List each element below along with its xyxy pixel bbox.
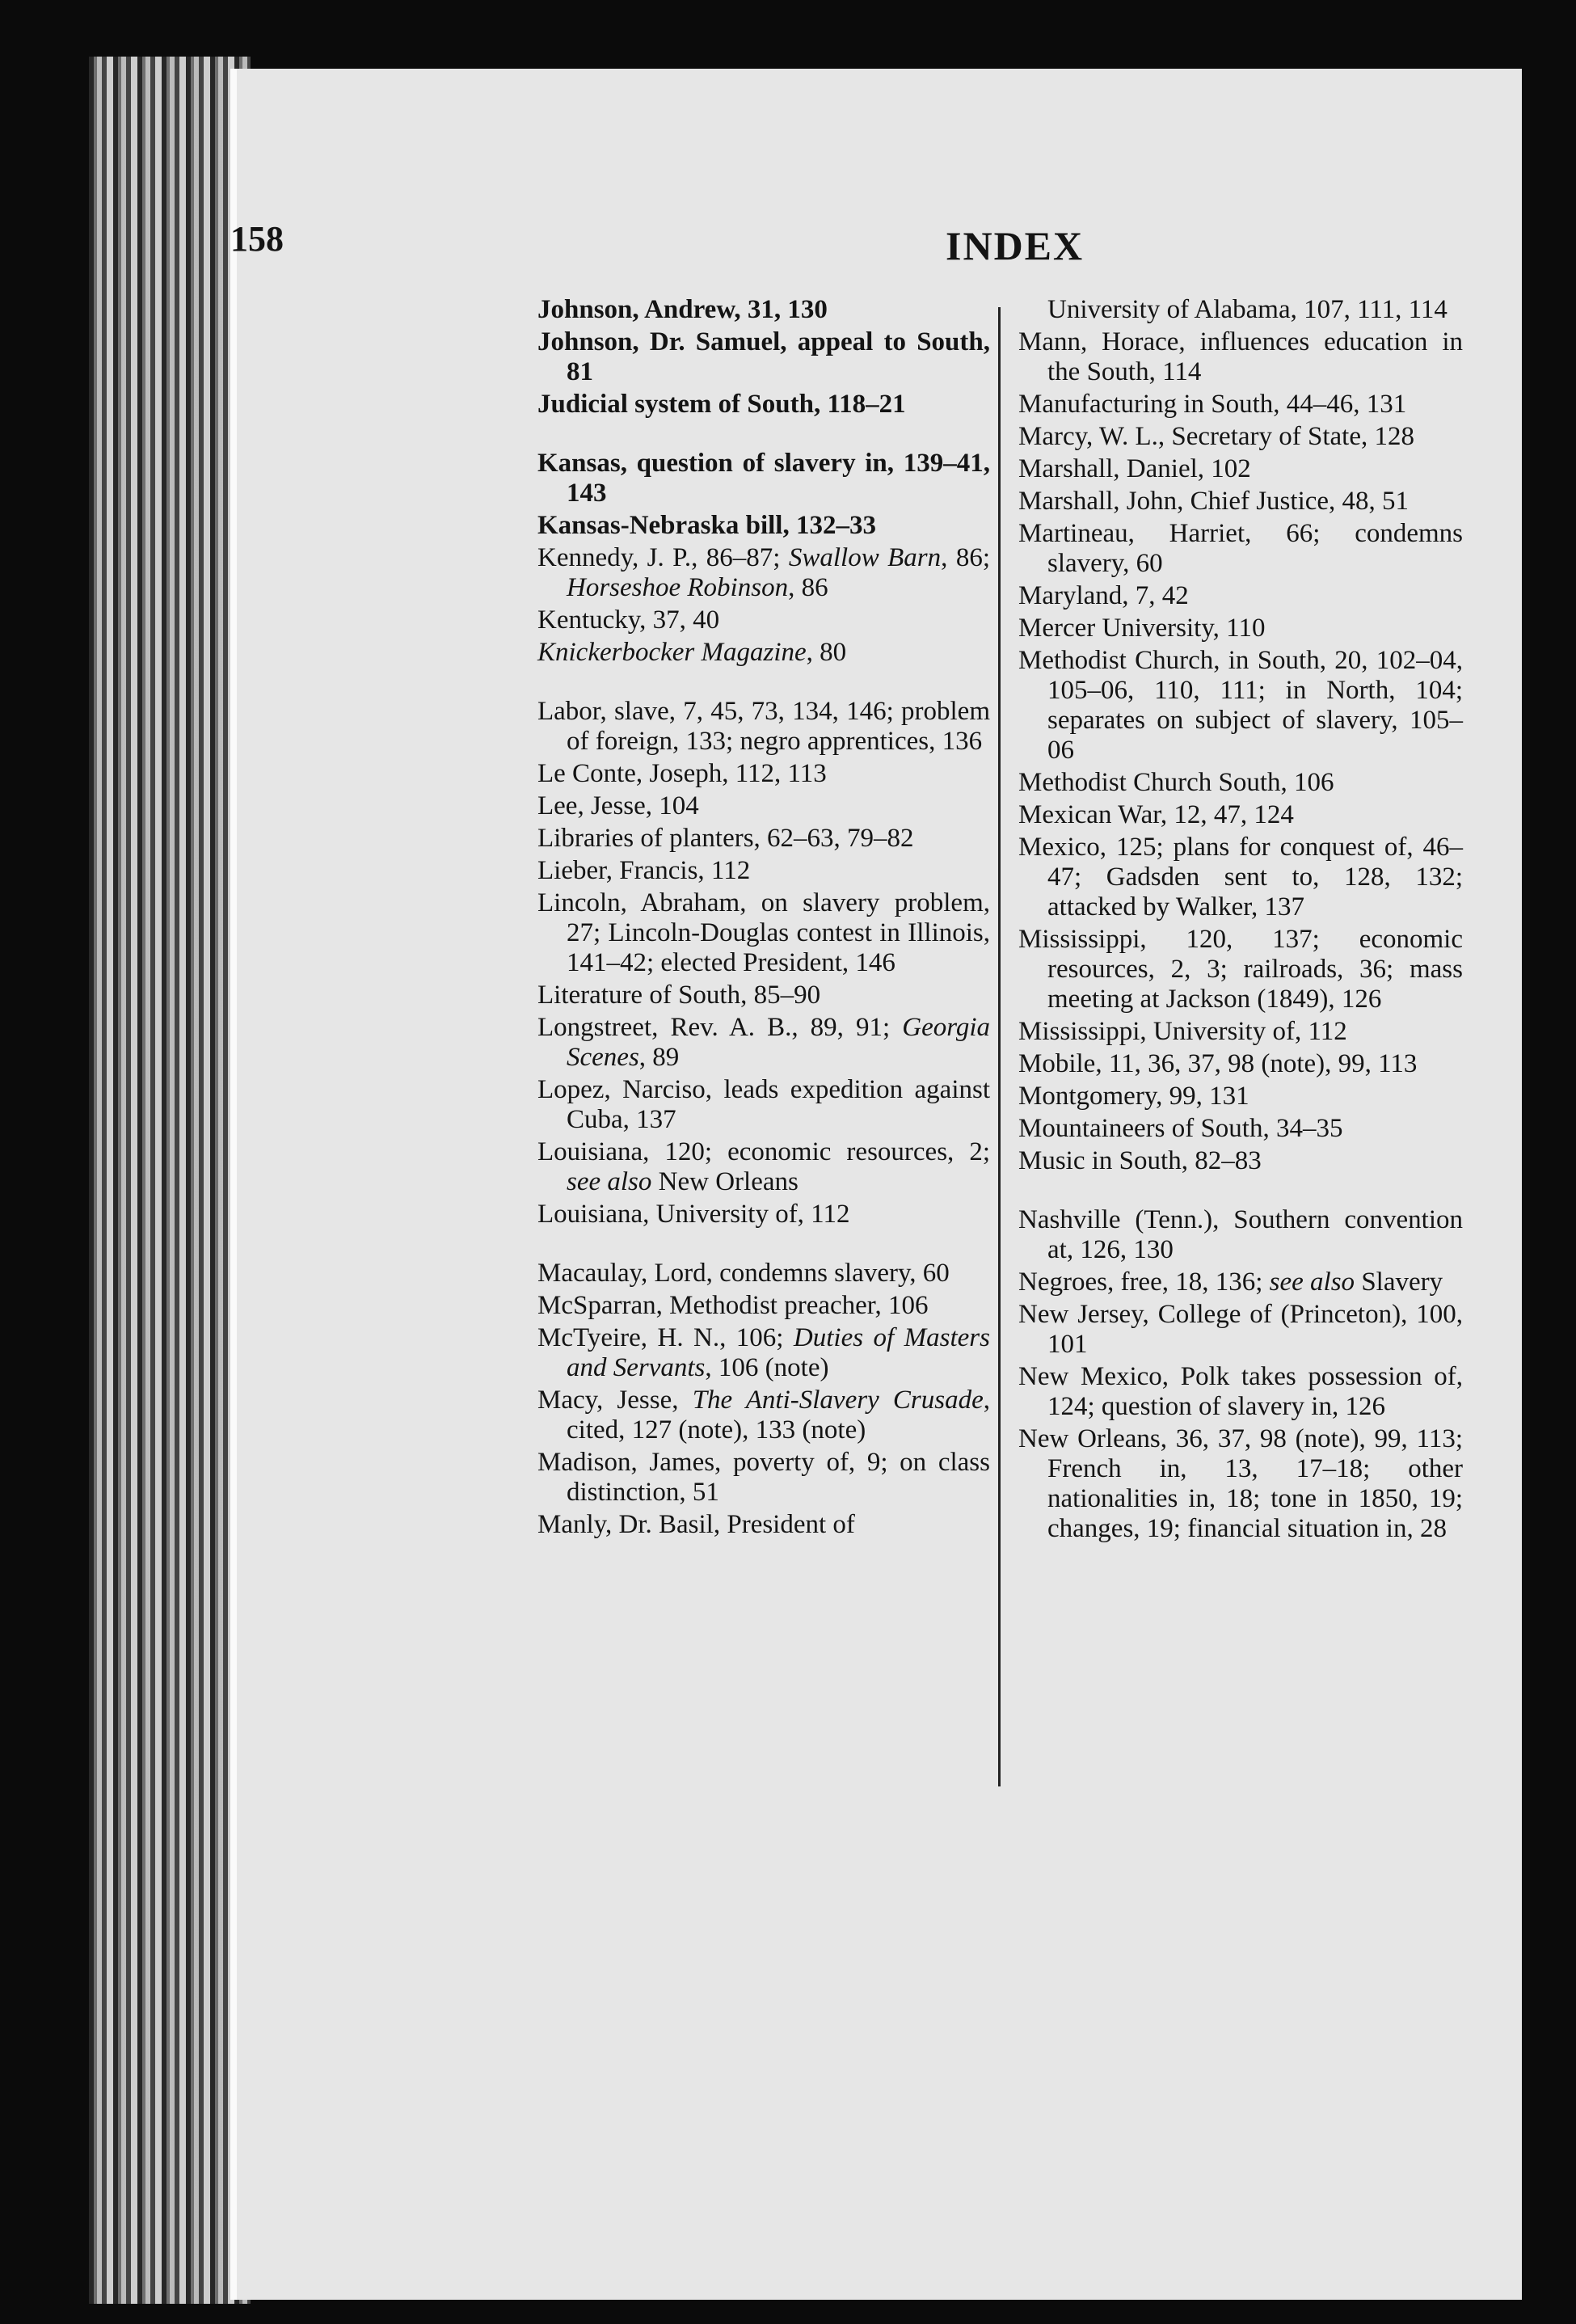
index-entry (1018, 800, 1463, 830)
index-text: Le Conte, Joseph, 112, 113 (537, 759, 827, 788)
index-entry (537, 1013, 990, 1073)
index-text: Mexican War, 12, 47, 124 (1018, 800, 1294, 829)
index-entry (1018, 1205, 1463, 1265)
index-text: Mississippi, 120, 137; economic resources, 2, 3; railroads, 36; mass meeting at Jackson (1849), 126 (1018, 925, 1463, 1014)
index-entry (1018, 390, 1463, 420)
index-text: Mexico, 125; plans for conquest of, 46–47; Gadsden sent to, 128, 132; attacked by Walker, 137 (1018, 833, 1463, 922)
index-entry (1018, 1017, 1463, 1047)
index-entry (537, 511, 990, 541)
index-heading: Kansas, question of slavery in, 139–41, 143 (537, 449, 990, 508)
index-entry (537, 605, 990, 635)
index-text: Louisiana, University of, 112 (537, 1200, 850, 1229)
index-text: , 86; (941, 543, 990, 572)
index-text: Mountaineers of South, 34–35 (1018, 1114, 1343, 1143)
index-heading: Judicial system of South, 118–21 (537, 390, 906, 419)
index-title-italic: Duties of Masters and Servants (567, 1323, 990, 1382)
index-entry (1018, 646, 1463, 766)
index-text: Lieber, Francis, 112 (537, 856, 751, 885)
index-text: Literature of South, 85–90 (537, 981, 821, 1010)
index-text: Lincoln, Abraham, on slavery problem, 27; Lincoln-Douglas contest in Illinois, 141–42; elected President, 146 (537, 888, 990, 977)
index-entry (537, 543, 990, 603)
index-text: Macaulay, Lord, condemns slavery, 60 (537, 1259, 950, 1288)
index-text: , 80 (806, 638, 847, 667)
index-entry (1018, 581, 1463, 611)
index-entry (537, 1200, 990, 1229)
index-entry (537, 1386, 990, 1445)
index-title-italic: Horseshoe Robinson (567, 573, 789, 602)
index-entry (537, 1075, 990, 1135)
index-text: New Orleans, 36, 37, 98 (note), 99, 113; French in, 13, 17–18; other nationalities in, 18; tone in 1850, 19; changes, 19; financial situation in, 28 (1018, 1424, 1463, 1543)
index-text: Marcy, W. L., Secretary of State, 128 (1018, 422, 1414, 451)
index-text: New Jersey, College of (Princeton), 100, 101 (1018, 1300, 1463, 1359)
index-text: Manly, Dr. Basil, President of (537, 1510, 855, 1539)
index-text: , 89 (638, 1043, 680, 1072)
index-text: Methodist Church, in South, 20, 102–04, 105–06, 110, 111; in North, 104; separates on subject of slavery, 105–06 (1018, 646, 1463, 765)
index-entry (1018, 614, 1463, 643)
index-text: , cited, 127 (note), 133 (note) (567, 1386, 990, 1445)
index-text: McSparran, Methodist preacher, 106 (537, 1291, 929, 1320)
index-text: New Mexico, Polk takes possession of, 124; question of slavery in, 126 (1018, 1362, 1463, 1421)
index-entry (1018, 833, 1463, 922)
index-heading: Johnson, Andrew, 31, 130 (537, 295, 828, 324)
index-entry (537, 295, 990, 325)
index-text: Longstreet, Rev. A. B., 89, 91; (537, 1013, 903, 1042)
index-entry (1018, 327, 1463, 387)
index-entry (537, 1259, 990, 1289)
index-text: Kentucky, 37, 40 (537, 605, 720, 635)
index-column-right (1018, 295, 1463, 1546)
page-title: INDEX (946, 223, 1085, 268)
index-entry (537, 791, 990, 821)
index-entry (537, 981, 990, 1010)
index-entry (1018, 1267, 1463, 1297)
index-text: Mercer University, 110 (1018, 614, 1266, 643)
index-text: Labor, slave, 7, 45, 73, 134, 146; problem of foreign, 133; negro apprentices, 136 (537, 697, 990, 756)
index-text: Manufacturing in South, 44–46, 131 (1018, 390, 1407, 419)
column-divider (998, 307, 1001, 1786)
index-text: Kennedy, J. P., 86–87; (537, 543, 789, 572)
index-text: Marshall, John, Chief Justice, 48, 51 (1018, 487, 1410, 516)
index-entry (537, 824, 990, 854)
index-text: University of Alabama, 107, 111, 114 (1047, 295, 1447, 324)
index-entry (1018, 1300, 1463, 1360)
index-text: Mann, Horace, influences education in the South, 114 (1018, 327, 1463, 386)
index-entry (537, 390, 990, 420)
index-entry (1018, 1424, 1463, 1544)
index-text: McTyeire, H. N., 106; (537, 1323, 794, 1352)
index-entry (1018, 487, 1463, 517)
index-entry (537, 1510, 990, 1540)
index-entry (537, 759, 990, 789)
index-entry (1018, 1114, 1463, 1144)
index-text: , 86 (788, 573, 828, 602)
index-heading: Kansas-Nebraska bill, 132–33 (537, 511, 876, 540)
index-text: Methodist Church South, 106 (1018, 768, 1334, 797)
index-text: Nashville (Tenn.), Southern convention at, 126, 130 (1018, 1205, 1463, 1264)
index-entry (1018, 422, 1463, 452)
index-entry (1018, 295, 1463, 325)
index-text: Madison, James, poverty of, 9; on class distinction, 51 (537, 1448, 990, 1507)
index-text: Slavery (1355, 1267, 1443, 1297)
index-heading: Johnson, Dr. Samuel, appeal to South, 81 (537, 327, 990, 386)
index-text: Louisiana, 120; economic resources, 2; (537, 1137, 990, 1166)
index-title-italic: The Anti-Slavery Crusade (692, 1386, 984, 1415)
page-number: 158 (230, 219, 284, 259)
index-entry (1018, 1146, 1463, 1176)
index-entry (537, 327, 990, 387)
index-entry (1018, 519, 1463, 579)
index-entry (537, 449, 990, 508)
index-entry (537, 1323, 990, 1383)
index-column-left (537, 295, 990, 1542)
index-text: Montgomery, 99, 131 (1018, 1082, 1249, 1111)
index-entry (537, 1448, 990, 1508)
index-text: New Orleans (651, 1167, 799, 1196)
index-entry (537, 1137, 990, 1197)
index-text: Martineau, Harriet, 66; condemns slavery, 60 (1018, 519, 1463, 578)
index-text: Negroes, free, 18, 136; (1018, 1267, 1270, 1297)
index-title-italic: Georgia Scenes (567, 1013, 990, 1072)
index-title-italic: Knickerbocker Magazine (537, 638, 807, 667)
index-title-italic: see also (567, 1167, 652, 1196)
index-entry (1018, 1082, 1463, 1111)
index-text: Music in South, 82–83 (1018, 1146, 1262, 1175)
index-entry (537, 1291, 990, 1321)
index-entry (537, 856, 990, 886)
index-text: Macy, Jesse, (537, 1386, 693, 1415)
index-text: Lee, Jesse, 104 (537, 791, 699, 820)
index-entry (537, 888, 990, 978)
index-entry (537, 697, 990, 757)
index-text: , 106 (note) (705, 1353, 829, 1382)
index-entry (1018, 925, 1463, 1014)
index-entry (1018, 454, 1463, 484)
index-title-italic: see also (1269, 1267, 1355, 1297)
book-spine (89, 57, 251, 2304)
index-text: Lopez, Narciso, leads expedition against Cuba, 137 (537, 1075, 990, 1134)
index-entry (1018, 1362, 1463, 1422)
index-entry (1018, 1049, 1463, 1079)
index-text: Maryland, 7, 42 (1018, 581, 1189, 610)
index-text: Mobile, 11, 36, 37, 98 (note), 99, 113 (1018, 1049, 1418, 1078)
index-text: Libraries of planters, 62–63, 79–82 (537, 824, 914, 853)
index-text: Marshall, Daniel, 102 (1018, 454, 1251, 483)
index-entry (1018, 768, 1463, 798)
index-entry (537, 638, 990, 668)
index-title-italic: Swallow Barn (788, 543, 942, 572)
index-text: Mississippi, University of, 112 (1018, 1017, 1347, 1046)
